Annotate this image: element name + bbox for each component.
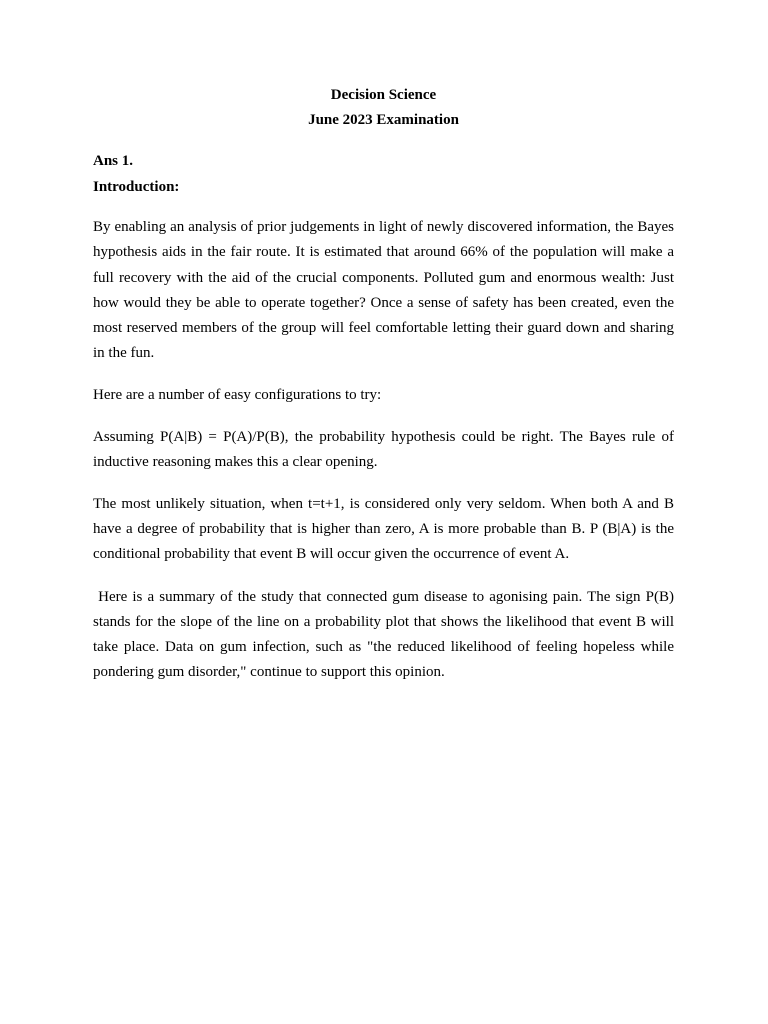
document-subtitle: June 2023 Examination [308,111,459,128]
answer-heading-block [93,149,674,200]
paragraph: Here is a summary of the study that connected gum disease to agonising pain. The sign P(B) stands for the slope of the line on a probability plot that shows the likelihood that event B will take place. Data on gum infection, such as "the reduced likelihood of feeling hopeless while pondering gum disorder," continue to support this opinion. [93,588,678,680]
paragraph: Assuming P(A|B) = P(A)/P(B), the probability hypothesis could be right. The Bayes rule of inductive reasoning makes this a clear opening. [93,429,674,471]
document-page [93,83,678,685]
document-title: Decision Science [330,87,437,103]
paragraph: By enabling an analysis of prior judgements in light of newly discovered information, the Bayes hypothesis aids in the fair route. It is estimated that around 66% of the population will make a full recovery with the aid of the crucial components. Polluted gum and enormous wealth: Just how would they be able to operate together? Once a sense of safety has been created, even the most reserved members of the group will feel comfortable letting their guard down and sharing in the fun. [93,219,674,361]
answer-label: Ans 1. [93,153,134,170]
paragraph: The most unlikely situation, when t=t+1, is considered only very seldom. When both A and B have a degree of probability that is higher than zero, A is more probable than B. P (B|A) is the conditional probability that event B will occur given the occurrence of event A. [93,496,674,563]
paragraph: Here are a number of easy configurations to try: [93,386,382,403]
title-block [93,83,674,132]
section-heading: Introduction: [93,178,180,195]
